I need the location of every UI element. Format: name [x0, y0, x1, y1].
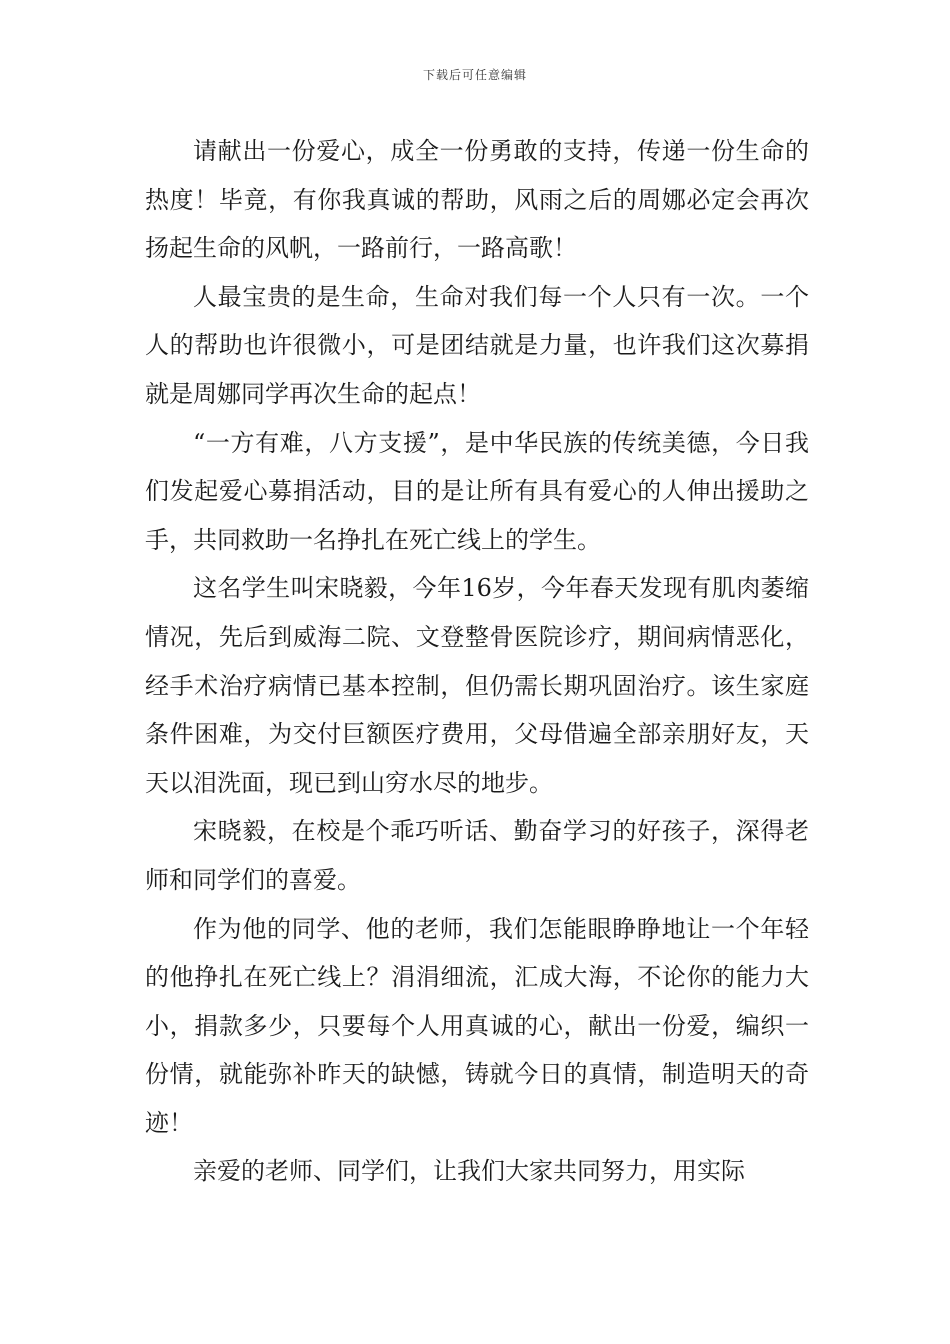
paragraph-student-character: 宋晓毅，在校是个乖巧听话、勤奋学习的好孩子，深得老师和同学们的喜爱。: [145, 817, 809, 894]
paragraph-student-situation: 这名学生叫宋晓毅，今年16岁，今年春天发现有肌肉萎缩情况，先后到威海二院、文登整骨医院诊疗，期间病情恶化，经手术治疗病情已基本控制，但仍需长期巩固治疗。该生家庭条件困难，为交付巨额医疗费用，父母借遍全部亲朋好友，天天以泪洗面，现已到山穷水尽的地步。: [145, 574, 809, 797]
paragraph-closing: 亲爱的老师、同学们，让我们大家共同努力，用实际: [193, 1157, 745, 1186]
paragraph-call-to-action: 作为他的同学、他的老师，我们怎能眼睁睁地让一个年轻的他挣扎在死亡线上？涓涓细流，汇成大海，不论你的能力大小，捐款多少，只要每个人用真诚的心，献出一份爱，编织一份情，就能弥补昨天的缺憾，铸就今日的真情，制造明天的奇迹！: [145, 914, 809, 1137]
document-body: [145, 127, 809, 1196]
paragraph-appeal: 请献出一份爱心，成全一份勇敢的支持，传递一份生命的热度！毕竟，有你我真诚的帮助，风雨之后的周娜必定会再次扬起生命的风帆，一路前行，一路高歌！: [145, 137, 809, 263]
paragraph-donation-purpose: “一方有难，八方支援”，是中华民族的传统美德，今日我们发起爱心募捐活动，目的是让所有具有爱心的人伸出援助之手，共同救助一名挣扎在死亡线上的学生。: [145, 428, 809, 554]
page-header-note: 下载后可任意编辑: [422, 68, 527, 82]
paragraph-life-value: 人最宝贵的是生命，生命对我们每一个人只有一次。一个人的帮助也许很微小，可是团结就是力量，也许我们这次募捐就是周娜同学再次生命的起点！: [145, 282, 809, 408]
